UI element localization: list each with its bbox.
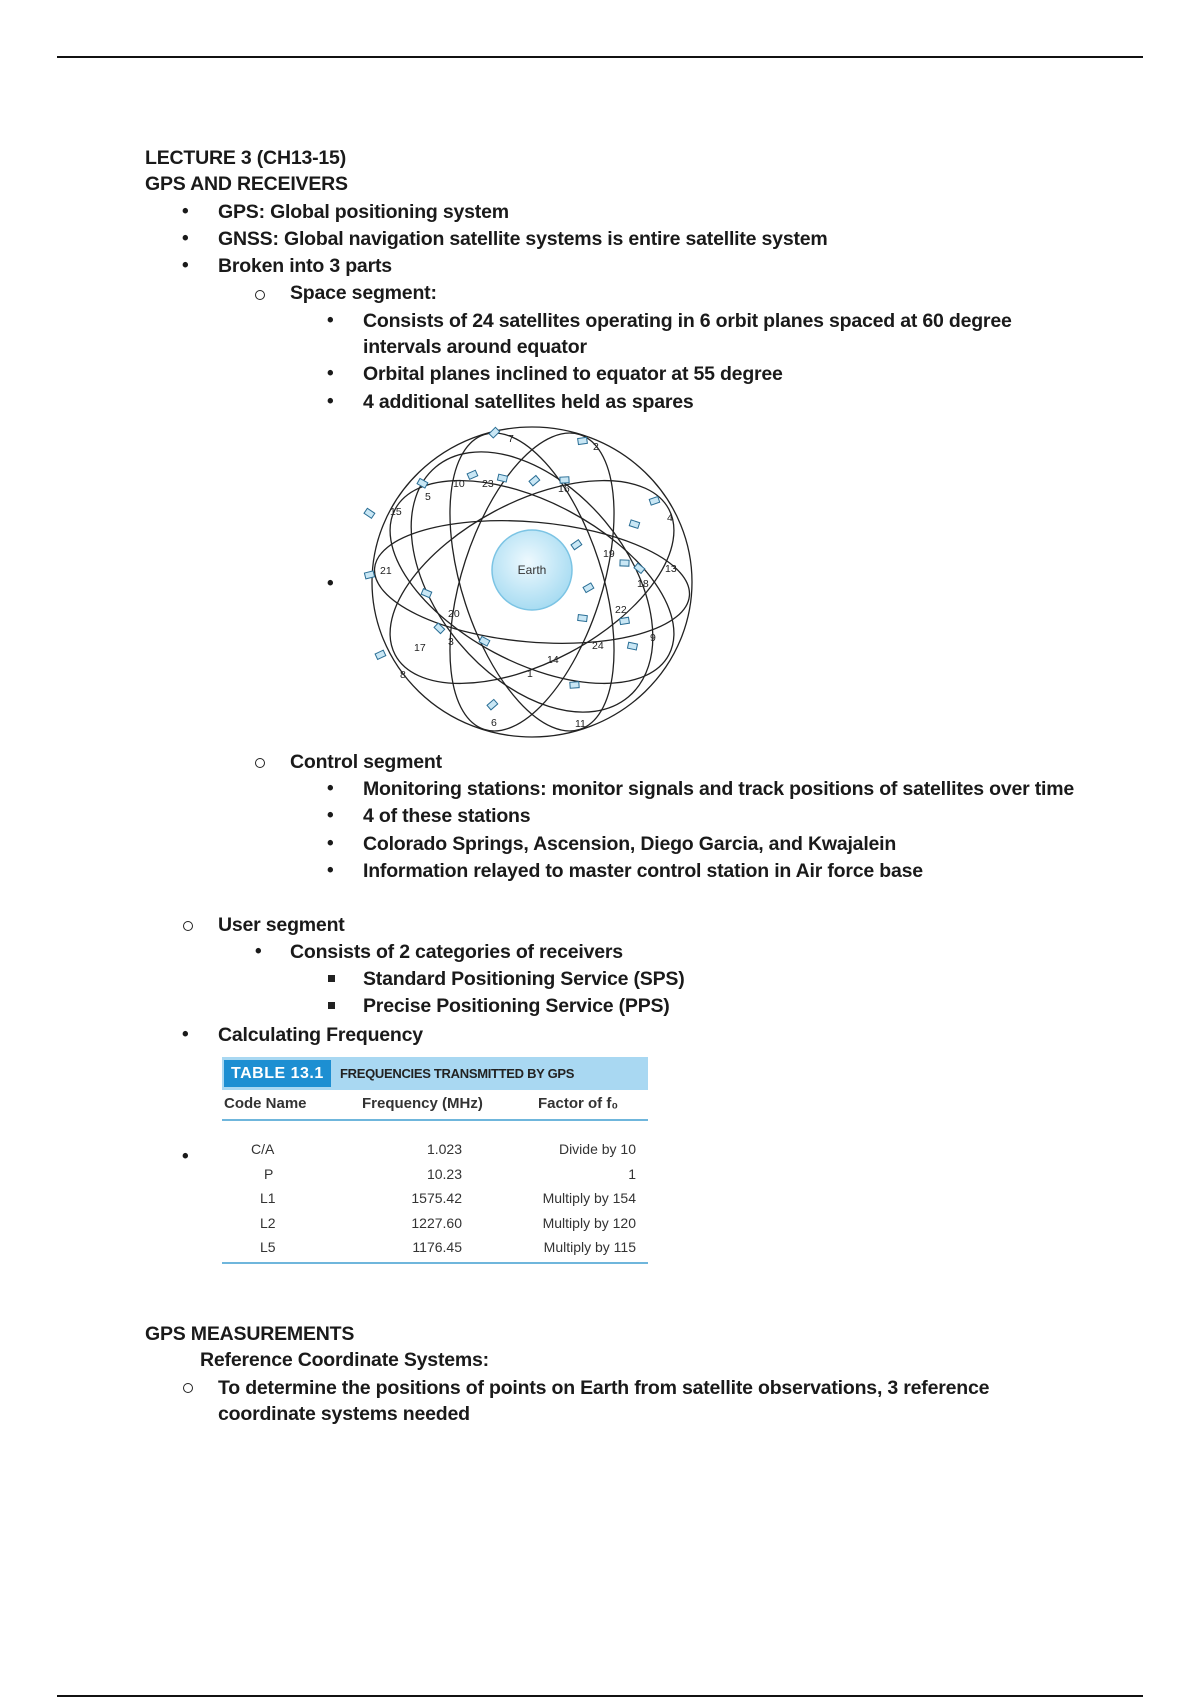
frequency-cell: 1176.45 bbox=[412, 1239, 462, 1255]
bullet-marker: • bbox=[327, 860, 334, 881]
table-row bbox=[222, 1211, 648, 1236]
satellite-number: 14 bbox=[547, 654, 559, 666]
satellite-icon bbox=[578, 615, 588, 622]
column-header: Frequency (MHz) bbox=[362, 1095, 483, 1112]
factor-cell: Multiply by 154 bbox=[542, 1190, 636, 1206]
control-item-3: Colorado Springs, Ascension, Diego Garcia, and Kwajalein bbox=[363, 833, 897, 855]
table-row bbox=[222, 1137, 648, 1162]
satellite-number: 7 bbox=[508, 433, 514, 445]
space-item-2: Orbital planes inclined to equator at 55 degree bbox=[363, 363, 783, 385]
satellite-icon bbox=[364, 571, 374, 579]
measurements-text-1: To determine the positions of points on Earth from satellite observations, 3 reference bbox=[218, 1377, 990, 1399]
bullet-marker: • bbox=[182, 228, 189, 249]
bullet-marker: • bbox=[182, 1024, 189, 1045]
space-item-1a: Consists of 24 satellites operating in 6 orbit planes spaced at 60 degree bbox=[363, 310, 1012, 332]
bullet-marker: • bbox=[327, 391, 334, 412]
factor-cell: 1 bbox=[628, 1165, 636, 1182]
satellite-icon bbox=[417, 478, 428, 488]
column-header: Factor of f₀ bbox=[538, 1095, 619, 1112]
space-item-3: 4 additional satellites held as spares bbox=[363, 391, 694, 413]
satellite-icon bbox=[627, 642, 637, 650]
earth-label: Earth bbox=[517, 563, 547, 577]
satellite-icon bbox=[583, 583, 594, 593]
measurements-subtitle: Reference Coordinate Systems: bbox=[200, 1349, 489, 1371]
satellite-number: 17 bbox=[414, 642, 426, 654]
satellite-number: 20 bbox=[448, 608, 460, 620]
satellite-number: 16 bbox=[558, 483, 570, 495]
bullet-marker: • bbox=[327, 310, 334, 331]
bottom-rule bbox=[57, 1695, 1143, 1697]
satellite-number: 15 bbox=[390, 506, 402, 518]
frequency-title: Calculating Frequency bbox=[218, 1024, 423, 1046]
satellite-icon bbox=[571, 540, 582, 550]
satellite-number: 10 bbox=[453, 478, 465, 490]
satellite-icon bbox=[578, 437, 588, 444]
satellite-number: 6 bbox=[491, 717, 497, 729]
table-row bbox=[222, 1186, 648, 1211]
satellite-number: 23 bbox=[482, 478, 494, 490]
satellite-icon bbox=[497, 474, 507, 482]
user-segment-title: User segment bbox=[218, 914, 345, 936]
square-bullet-marker bbox=[328, 1002, 335, 1009]
satellite-number: 9 bbox=[650, 632, 656, 644]
satellite-icon bbox=[364, 508, 375, 518]
frequency-cell: 1227.60 bbox=[411, 1214, 462, 1231]
satellite-number: 2 bbox=[593, 441, 599, 453]
bullet-marker: • bbox=[327, 833, 334, 854]
bullet-marker: • bbox=[327, 805, 334, 826]
column-header: Code Name bbox=[224, 1095, 307, 1112]
satellite-icon bbox=[634, 563, 645, 573]
code-name-cell: P bbox=[264, 1165, 274, 1182]
factor-cell: Multiply by 115 bbox=[543, 1239, 636, 1255]
satellite-icon bbox=[529, 475, 540, 485]
table-header-rule bbox=[222, 1119, 648, 1121]
circle-bullet-marker bbox=[183, 1383, 193, 1393]
satellite-number: 18 bbox=[637, 578, 649, 590]
satellite-icon bbox=[570, 682, 579, 689]
factor-cell: Multiply by 120 bbox=[542, 1214, 636, 1231]
bullet-marker: • bbox=[327, 778, 334, 799]
circle-bullet-marker bbox=[255, 758, 265, 768]
bullet-marker: • bbox=[327, 573, 334, 594]
satellite-number: 21 bbox=[380, 565, 392, 577]
frequency-cell: 10.23 bbox=[426, 1165, 462, 1182]
code-name-cell: L1 bbox=[260, 1190, 276, 1206]
table-row bbox=[222, 1235, 648, 1260]
lecture-title: LECTURE 3 (CH13-15) bbox=[145, 147, 346, 169]
satellite-icon bbox=[467, 470, 478, 479]
satellite-icon bbox=[649, 497, 659, 506]
satellite-icon bbox=[487, 699, 498, 709]
control-item-1: Monitoring stations: monitor signals and track positions of satellites over time bbox=[363, 778, 1075, 800]
top-rule bbox=[57, 56, 1143, 58]
satellite-number: 4 bbox=[667, 512, 673, 524]
satellite-number: 5 bbox=[425, 491, 431, 503]
satellite-number: 19 bbox=[603, 548, 615, 560]
frequency-table bbox=[222, 1057, 648, 1264]
table-caption: FREQUENCIES TRANSMITTED BY GPS bbox=[340, 1066, 575, 1081]
three-parts: Broken into 3 parts bbox=[218, 255, 392, 277]
circle-bullet-marker bbox=[183, 921, 193, 931]
code-name-cell: C/A bbox=[251, 1141, 275, 1157]
user-item-pps: Precise Positioning Service (PPS) bbox=[363, 995, 670, 1017]
satellite-number: 3 bbox=[448, 636, 454, 648]
control-item-2: 4 of these stations bbox=[363, 805, 531, 827]
control-segment-title: Control segment bbox=[290, 751, 442, 773]
square-bullet-marker bbox=[328, 975, 335, 982]
satellite-icon bbox=[421, 589, 432, 598]
circle-bullet-marker bbox=[255, 290, 265, 300]
bullet-marker: • bbox=[255, 941, 262, 962]
gnss-definition: GNSS: Global navigation satellite systems is entire satellite system bbox=[218, 228, 828, 250]
table-row bbox=[222, 1162, 648, 1187]
measurements-text-2: coordinate systems needed bbox=[218, 1403, 470, 1425]
frequency-cell: 1575.42 bbox=[411, 1190, 462, 1206]
satellite-number: 13 bbox=[665, 563, 677, 575]
satellite-number: 8 bbox=[400, 669, 406, 681]
bullet-marker: • bbox=[327, 363, 334, 384]
space-item-1b: intervals around equator bbox=[363, 336, 587, 358]
table-label: TABLE 13.1 bbox=[224, 1060, 331, 1087]
bullet-marker: • bbox=[182, 255, 189, 276]
satellite-number: 1 bbox=[527, 668, 533, 680]
frequency-cell: 1.023 bbox=[426, 1141, 462, 1157]
satellite-number: 22 bbox=[615, 604, 627, 616]
satellite-icon bbox=[375, 650, 386, 659]
space-segment-title: Space segment: bbox=[290, 282, 437, 304]
code-name-cell: L5 bbox=[260, 1239, 276, 1255]
satellite-icon bbox=[629, 520, 639, 528]
gps-definition: GPS: Global positioning system bbox=[218, 201, 509, 223]
satellite-icon bbox=[620, 560, 629, 566]
bullet-marker: • bbox=[182, 1146, 189, 1167]
measurements-title: GPS MEASUREMENTS bbox=[145, 1323, 355, 1345]
bullet-marker: • bbox=[182, 201, 189, 222]
code-name-cell: L2 bbox=[260, 1214, 276, 1231]
satellite-icon bbox=[620, 617, 630, 624]
satellite-number: 11 bbox=[575, 718, 586, 730]
factor-cell: Divide by 10 bbox=[558, 1141, 636, 1157]
user-sub: Consists of 2 categories of receivers bbox=[290, 941, 623, 963]
user-item-sps: Standard Positioning Service (SPS) bbox=[363, 968, 685, 990]
satellite-number: 24 bbox=[592, 640, 604, 652]
topic-title: GPS AND RECEIVERS bbox=[145, 173, 348, 195]
satellite-icon bbox=[489, 427, 500, 438]
control-item-4: Information relayed to master control station in Air force base bbox=[363, 860, 923, 882]
table-bottom-rule bbox=[222, 1262, 648, 1264]
gps-constellation-diagram bbox=[360, 420, 700, 745]
